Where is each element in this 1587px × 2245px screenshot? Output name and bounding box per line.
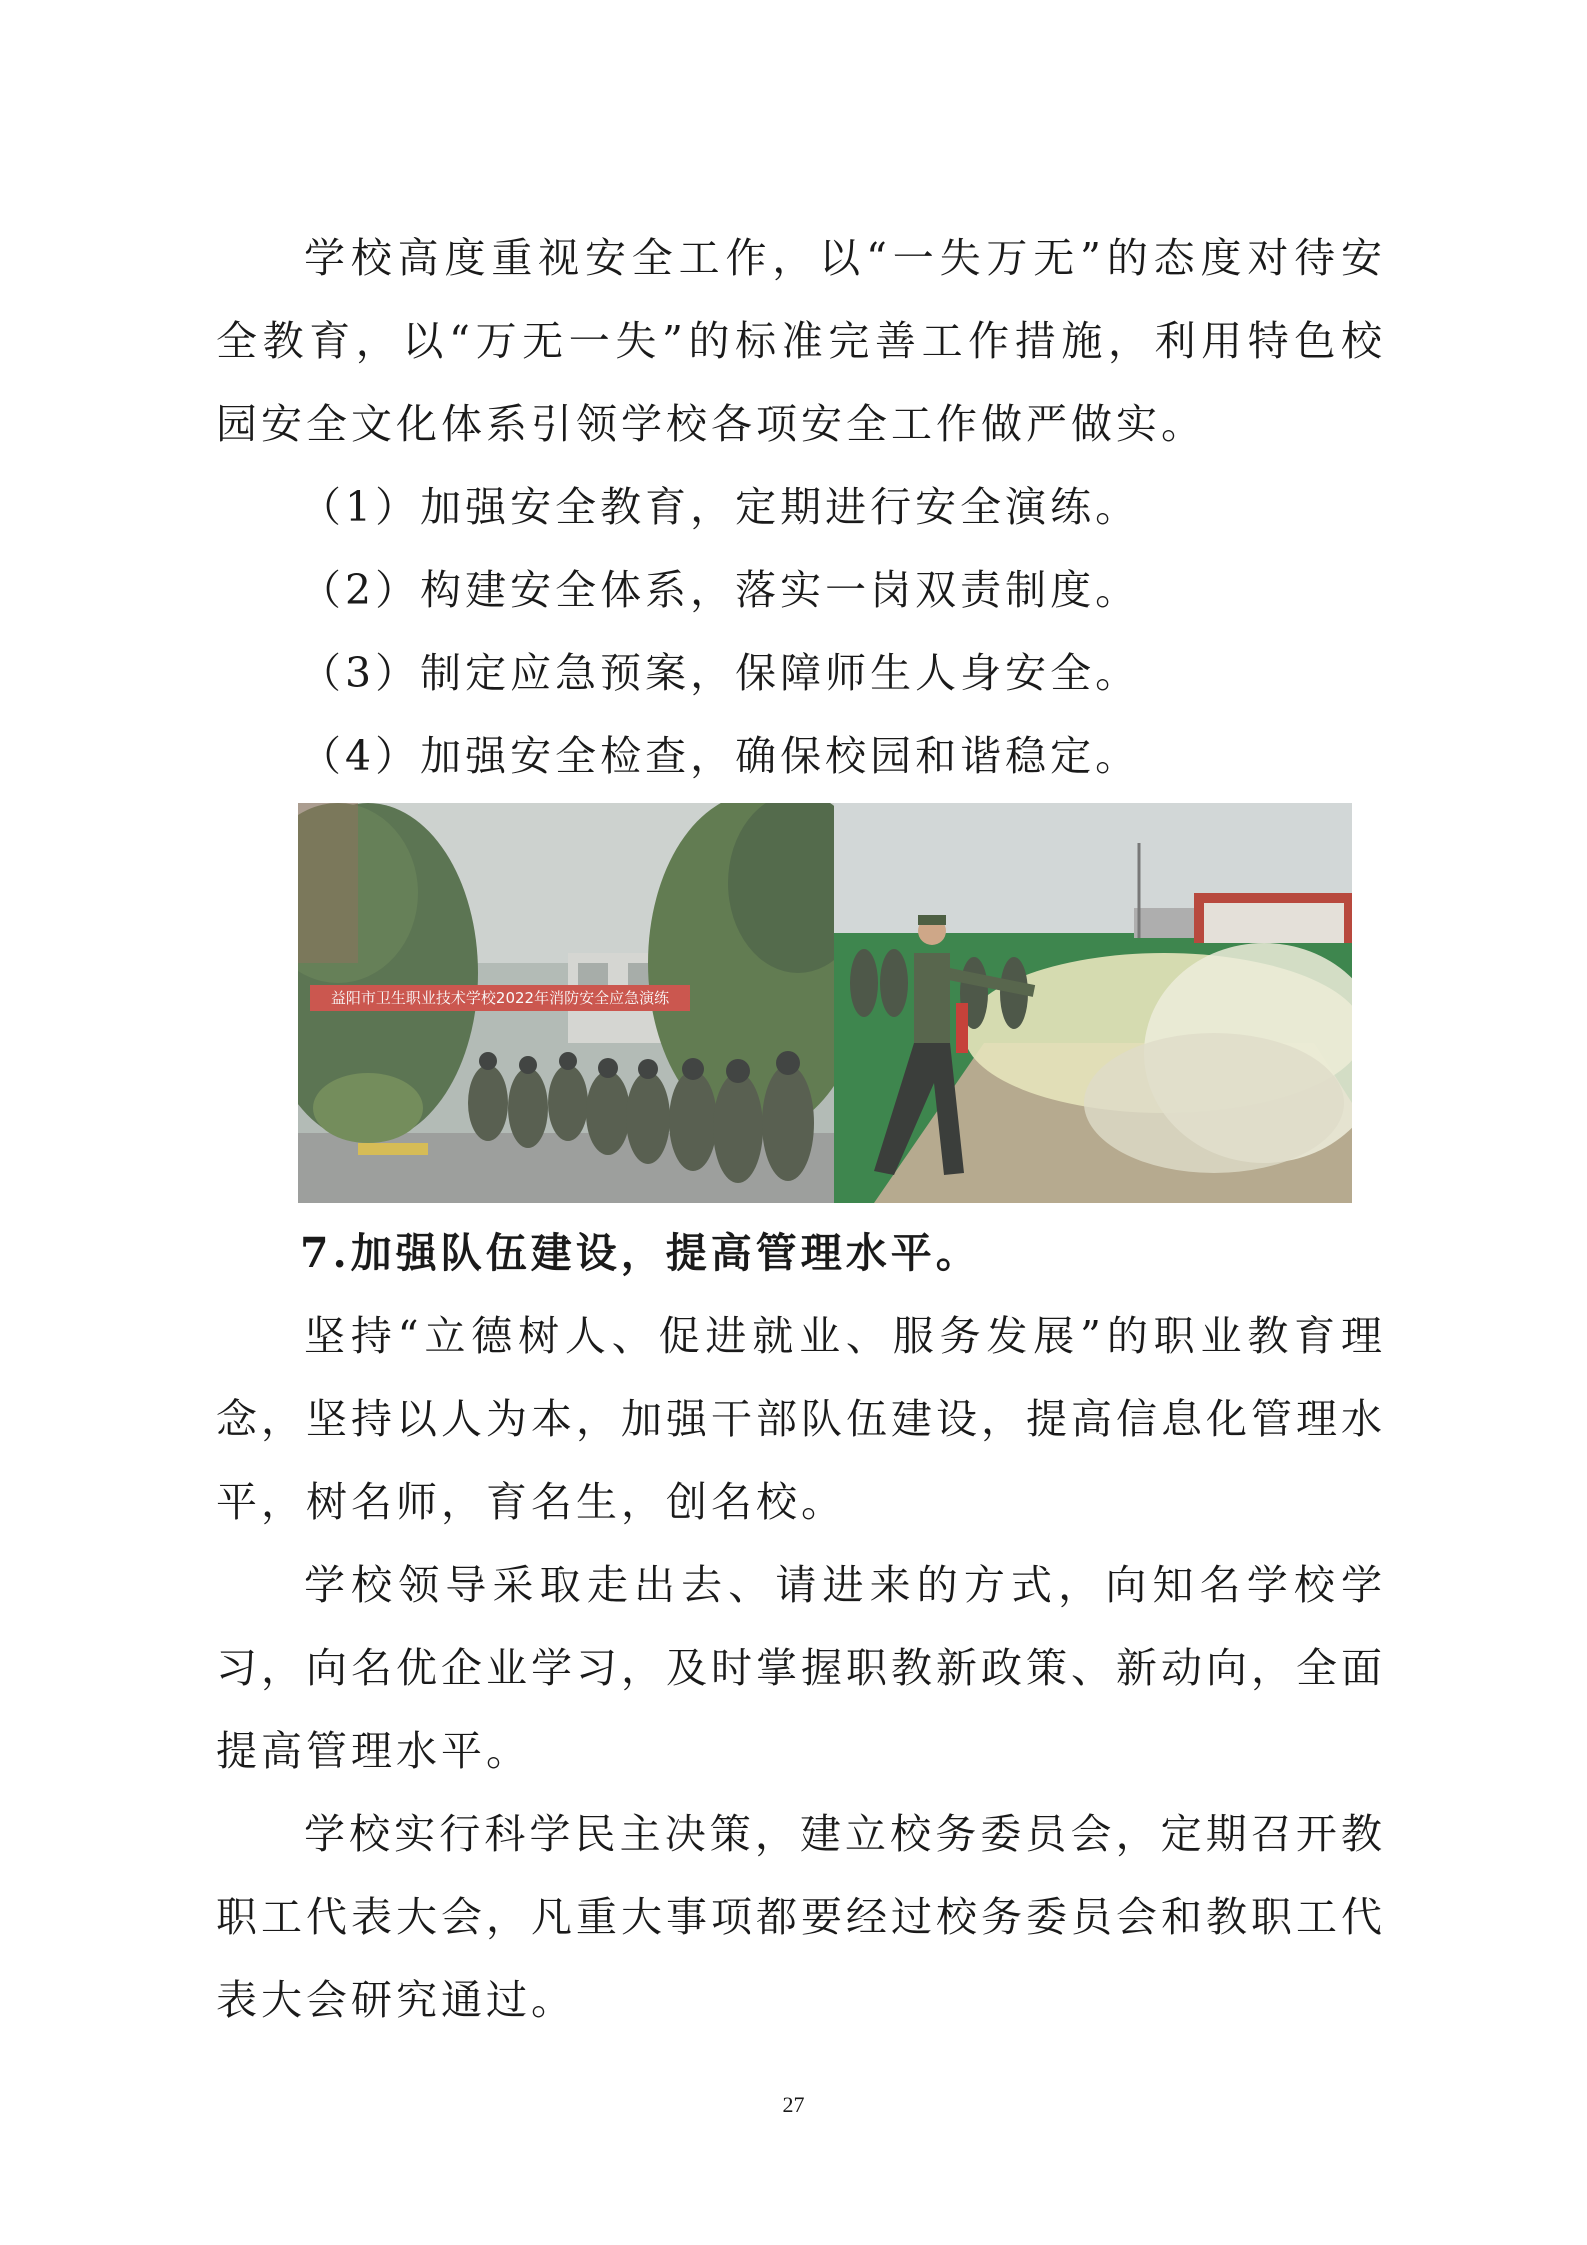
- fire-drill-evacuation-photo: [298, 803, 834, 1203]
- list-item-safety-4: （4）加强安全检查，确保校园和谐稳定。: [300, 732, 1141, 780]
- list-item-safety-3: （3）制定应急预案，保障师生人身安全。: [300, 649, 1141, 697]
- photo-row: [298, 803, 1352, 1203]
- page-number: 27: [782, 2092, 805, 2117]
- paragraph-democratic-decision: 学校实行科学民主决策，建立校务委员会，定期召开教职工代表大会，凡重大事项都要经过校务委员会和教职工代表大会研究通过。: [216, 1810, 1386, 2024]
- fire-extinguisher-training-photo: [834, 803, 1352, 1203]
- drill-banner-text: 益阳市卫生职业技术学校2022年消防安全应急演练: [330, 989, 670, 1007]
- list-item-safety-2: （2）构建安全体系，落实一岗双责制度。: [300, 566, 1141, 614]
- list-item-safety-1: （1）加强安全教育，定期进行安全演练。: [300, 483, 1141, 531]
- paragraph-education-philosophy: 坚持“立德树人、促进就业、服务发展”的职业教育理念，坚持以人为本，加强干部队伍建设，提高信息化管理水平，树名师，育名生，创名校。: [216, 1312, 1386, 1526]
- section-heading-7: 7.加强队伍建设，提高管理水平。: [300, 1229, 981, 1277]
- paragraph-leadership-learning: 学校领导采取走出去、请进来的方式，向知名学校学习，向名优企业学习，及时掌握职教新政策、新动向，全面提高管理水平。: [216, 1561, 1386, 1775]
- paragraph-safety-intro: 学校高度重视安全工作，以“一失万无”的态度对待安全教育，以“万无一失”的标准完善工作措施，利用特色校园安全文化体系引领学校各项安全工作做严做实。: [216, 234, 1386, 448]
